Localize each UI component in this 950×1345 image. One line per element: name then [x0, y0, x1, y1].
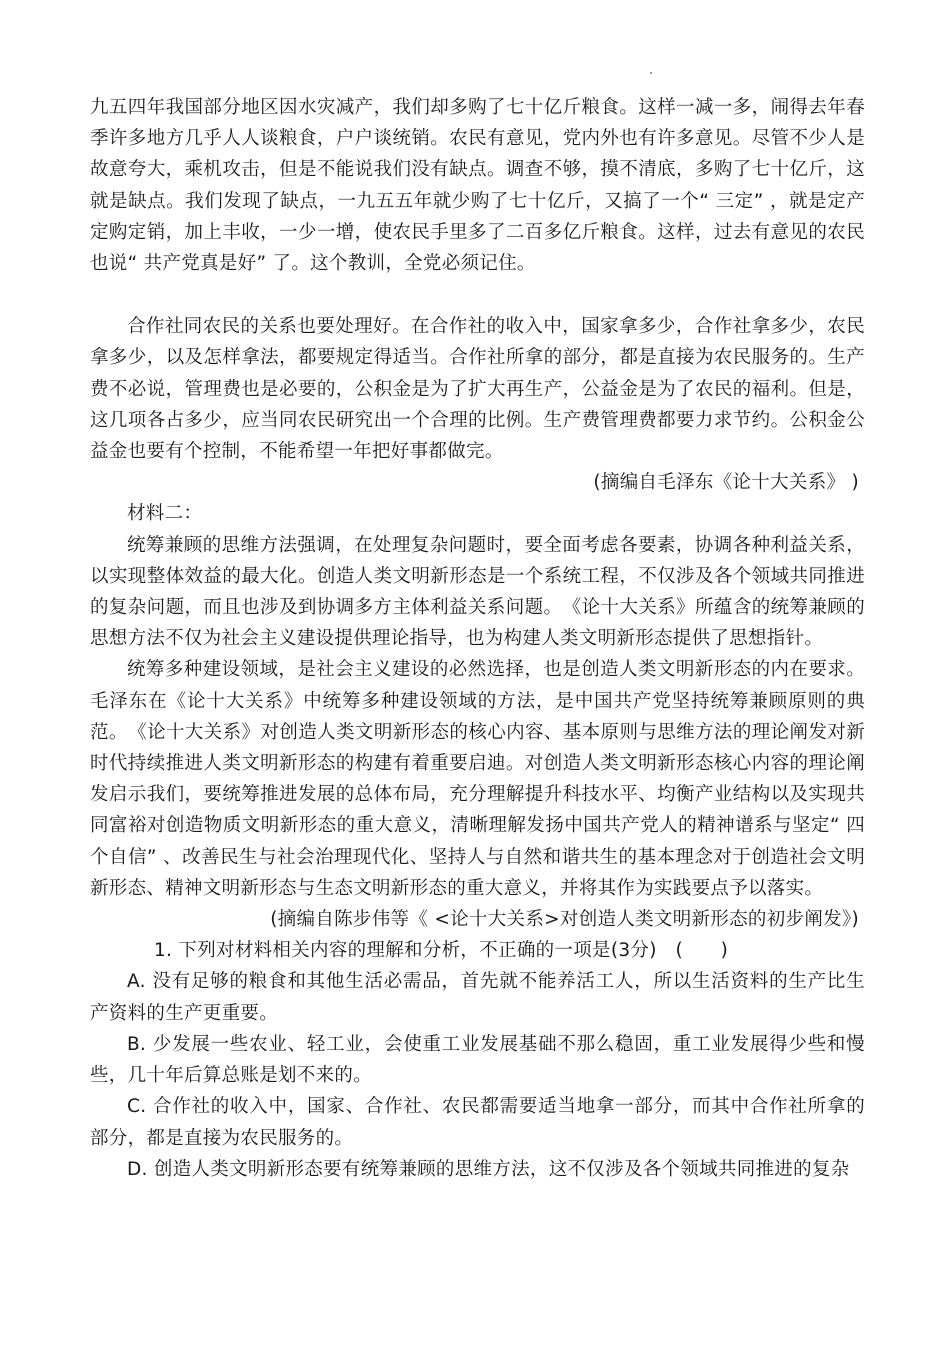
paragraph-cooperative: 合作社同农民的关系也要处理好。在合作社的收入中，国家拿多少，合作社拿多少，农民拿多少，以及怎样拿法，都要规定得适当。合作社所拿的部分，都是直接为农民服务的。生产费不必说，管理费也是必要的，公积金是为了扩大再生产，公益金是为了农民的福利。但是，这几项各占多少，应当同农民研究出一个合理的比例。生产费管理费都要力求节约。公积金公益金也要有个控制，不能希望一年把好事都做完。 [90, 316, 865, 463]
scan-dot [650, 72, 652, 74]
option-d: D. 创造人类文明新形态要有统筹兼顾的思维方法，这不仅涉及各个领域共同推进的复杂 [127, 1158, 850, 1180]
question-stem: 1. 下列对材料相关内容的理解和分析，不正确的一项是(3分) ( ) [154, 940, 729, 962]
paragraph-grain-purchase: 九五四年我国部分地区因水灾减产，我们却多购了七十亿斤粮食。这样一减一多，闹得去年春季许多地方几乎人人谈粮食，户户谈统销。农民有意见，党内外也有许多意见。尽管不少人是故意夸大，乘机攻击，但是不能说我们没有缺点。调查不够，摸不清底，多购了七十亿斤，这就是缺点。我们发现了缺点，一九五五年就少购了七十亿斤，又搞了一个“ 三定” ，就是定产定购定销，加上丰收，一少一增，使农民手里多了二百多亿斤粮食。这样，过去有意见的农民也说“ 共产党真是好” 了。这个教训，全党必须记住。 [90, 97, 865, 275]
option-b: B. 少发展一些农业、轻工业，会使重工业发展基础不那么稳固，重工业发展得少些和慢些，几十年后算总账是划不来的。 [90, 1033, 865, 1087]
source-citation-2: (摘编自陈步伟等《 <论十大关系>对创造人类文明新形态的初步阐发》) [270, 909, 859, 931]
document-page [90, 92, 865, 1185]
paragraph-construction-fields: 统筹多种建设领域，是社会主义建设的必然选择，也是创造人类文明新形态的内在要求。毛泽东在《论十大关系》中统筹多种建设领域的方法，是中国共产党坚持统筹兼顾原则的典范。 《论十大关系》对创造人类文明新形态的核心内容、基本原则与思维方法的理论阐发对新时代持续推进人类文明新形态的构建有着重要启迪。对创造人类文明新形态核心内容的理论阐发启示我们，要统筹推进发展的总体布局，充分理解提升科技水平、均衡产业结构以及实现共同富裕对创造物质文明新形态的重大意义，清晰理解发扬中国共产党人的精神谱系与坚定“ 四个自信” 、改善民生与社会治理现代化、坚持人与自然和谐共生的基本理念对于创造社会文明新形态、精神文明新形态与生态文明新形态的重大意义，并将其作为实践要点予以落实。 [90, 659, 865, 899]
option-c: C. 合作社的收入中，国家、合作社、农民都需要适当地拿一部分，而其中合作社所拿的部分，都是直接为农民服务的。 [90, 1096, 865, 1149]
material-2-label: 材料二： [127, 503, 203, 525]
paragraph-gap [90, 279, 865, 311]
paragraph-holistic-thinking: 统筹兼顾的思维方法强调，在处理复杂问题时，要全面考虑各要素，协调各种利益关系，以实现整体效益的最大化。创造人类文明新形态是一个系统工程，不仅涉及各个领域共同推进的复杂问题，而且也涉及到协调多方主体利益关系问题。 《论十大关系》所蕴含的统筹兼顾的思想方法不仅为社会主义建设提供理论指导，也为构建人类文明新形态提供了思想指针。 [90, 534, 865, 650]
source-citation-1: (摘编自毛泽东《论十大关系》 ) [593, 472, 859, 494]
option-a: A. 没有足够的粮食和其他生活必需品，首先就不能养活工人，所以生活资料的生产比生产资料的生产更重要。 [90, 971, 865, 1024]
